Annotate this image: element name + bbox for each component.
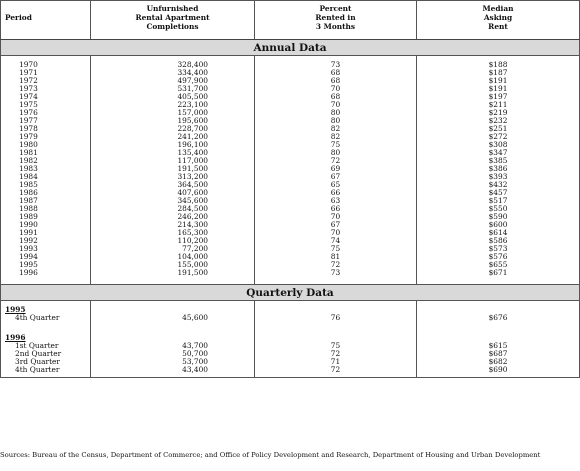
period-cell: 1972	[1, 77, 91, 85]
empty-cell	[91, 306, 255, 314]
annual-data-band	[1, 40, 580, 56]
completions-cell: 110,200	[91, 237, 255, 245]
median-rent-cell: $576	[488, 252, 508, 261]
median-rent-cell: $187	[488, 68, 508, 77]
period-cell: 1978	[1, 125, 91, 133]
percent-rented-cell: 80	[255, 109, 417, 117]
completions-cell: 228,700	[91, 125, 255, 133]
median-rent-cell: $272	[488, 132, 508, 141]
percent-rented-cell: 68	[255, 69, 417, 77]
completions-cell: 43,700	[91, 342, 255, 350]
period-cell: 1982	[1, 157, 91, 165]
period-cell: 1993	[1, 245, 91, 253]
period-cell: 1970	[1, 61, 91, 69]
header-completions: Unfurnished Rental Apartment Completions	[91, 1, 255, 40]
percent-rented-cell: 70	[255, 85, 417, 93]
median-rent-cell: $690	[488, 365, 508, 374]
spacer-row	[1, 374, 580, 378]
percent-rented-cell: 72	[255, 157, 417, 165]
period-cell: 1995	[1, 261, 91, 269]
percent-rented-cell: 63	[255, 197, 417, 205]
completions-cell: 407,600	[91, 189, 255, 197]
table-body	[1, 40, 580, 378]
percent-rented-cell: 71	[255, 358, 417, 366]
median-rent-cell: $676	[488, 313, 508, 322]
period-cell: 1973	[1, 85, 91, 93]
completions-cell: 313,200	[91, 173, 255, 181]
period-cell: 1991	[1, 229, 91, 237]
median-rent-cell: $211	[488, 100, 508, 109]
completions-cell: 117,000	[91, 157, 255, 165]
median-rent-cell: $219	[488, 108, 508, 117]
period-cell: 1976	[1, 109, 91, 117]
period-cell: 3rd Quarter	[1, 358, 91, 366]
table-row	[1, 314, 580, 322]
period-cell: 1983	[1, 165, 91, 173]
median-rent-cell: $586	[488, 236, 508, 245]
median-rent-cell: $550	[488, 204, 508, 213]
quarterly-data-band	[1, 285, 580, 301]
percent-rented-cell: 75	[255, 342, 417, 350]
percent-rented-cell: 68	[255, 93, 417, 101]
completions-cell: 155,000	[91, 261, 255, 269]
period-cell: 1977	[1, 117, 91, 125]
period-cell: 2nd Quarter	[1, 350, 91, 358]
sources-note: Sources: Bureau of the Census, Department of Commerce; and Office of Policy Development and Research, Department of Housing and Urban Development	[0, 451, 541, 459]
median-rent-cell: $393	[488, 172, 508, 181]
percent-rented-cell: 67	[255, 173, 417, 181]
completions-cell: 104,000	[91, 253, 255, 261]
percent-rented-cell: 70	[255, 101, 417, 109]
completions-cell: 334,400	[91, 69, 255, 77]
percent-rented-cell: 75	[255, 245, 417, 253]
header-period: Period	[1, 1, 91, 40]
percent-rented-cell: 82	[255, 125, 417, 133]
median-rent-cell: $188	[488, 60, 508, 69]
completions-cell: 364,500	[91, 181, 255, 189]
period-cell: 1996	[1, 269, 91, 277]
completions-cell: 196,100	[91, 141, 255, 149]
completions-cell: 284,500	[91, 205, 255, 213]
percent-rented-cell: 73	[255, 269, 417, 277]
median-rent-cell: $191	[488, 84, 508, 93]
period-cell: 1985	[1, 181, 91, 189]
percent-rented-cell: 80	[255, 149, 417, 157]
spacer-row	[1, 277, 580, 285]
median-rent-cell: $386	[488, 164, 508, 173]
period-cell: 1988	[1, 205, 91, 213]
header-median-rent: Median Asking Rent	[417, 1, 580, 40]
quarter-year-label: 1996	[1, 334, 91, 342]
percent-rented-cell: 82	[255, 133, 417, 141]
period-cell: 1987	[1, 197, 91, 205]
percent-rented-cell: 72	[255, 350, 417, 358]
completions-cell: 43,400	[91, 366, 255, 374]
period-cell: 1980	[1, 141, 91, 149]
header-percent-rented: Percent Rented in 3 Months	[255, 1, 417, 40]
median-rent-cell: $385	[488, 156, 508, 165]
percent-rented-cell: 70	[255, 229, 417, 237]
median-rent-cell: $600	[488, 220, 508, 229]
median-rent-cell: $457	[488, 188, 508, 197]
percent-rented-cell: 73	[255, 61, 417, 69]
median-rent-cell: $347	[488, 148, 508, 157]
median-rent-cell: $614	[488, 228, 508, 237]
empty-cell	[91, 334, 255, 342]
completions-cell: 77,200	[91, 245, 255, 253]
percent-rented-cell: 72	[255, 366, 417, 374]
percent-rented-cell: 74	[255, 237, 417, 245]
period-cell: 1990	[1, 221, 91, 229]
percent-rented-cell: 72	[255, 261, 417, 269]
percent-rented-cell: 69	[255, 165, 417, 173]
period-cell: 1979	[1, 133, 91, 141]
completions-cell: 246,200	[91, 213, 255, 221]
completions-cell: 405,500	[91, 93, 255, 101]
annual-data-label: Annual Data	[1, 40, 580, 56]
period-cell: 4th Quarter	[1, 314, 91, 322]
completions-cell: 195,600	[91, 117, 255, 125]
completions-cell: 241,200	[91, 133, 255, 141]
period-cell: 1974	[1, 93, 91, 101]
completions-cell: 50,700	[91, 350, 255, 358]
median-rent-cell: $655	[488, 260, 508, 269]
period-cell: 4th Quarter	[1, 366, 91, 374]
period-cell: 1994	[1, 253, 91, 261]
table-row	[1, 269, 580, 277]
median-rent-cell: $671	[488, 268, 508, 277]
completions-cell: 157,000	[91, 109, 255, 117]
median-rent-cell: $615	[488, 341, 508, 350]
quarterly-data-label: Quarterly Data	[1, 285, 580, 301]
quarter-year-label: 1995	[1, 306, 91, 314]
completions-cell: 214,300	[91, 221, 255, 229]
median-rent-cell: $308	[488, 140, 508, 149]
completions-cell: 345,600	[91, 197, 255, 205]
completions-cell: 45,600	[91, 314, 255, 322]
median-rent-cell: $232	[488, 116, 508, 125]
median-rent-cell: $517	[488, 196, 508, 205]
period-cell: 1981	[1, 149, 91, 157]
period-cell: 1989	[1, 213, 91, 221]
completions-cell: 135,400	[91, 149, 255, 157]
percent-rented-cell: 68	[255, 77, 417, 85]
period-cell: 1975	[1, 101, 91, 109]
completions-cell: 497,900	[91, 77, 255, 85]
median-rent-cell: $590	[488, 212, 508, 221]
period-cell: 1971	[1, 69, 91, 77]
percent-rented-cell: 80	[255, 117, 417, 125]
completions-cell: 223,100	[91, 101, 255, 109]
median-rent-cell: $687	[488, 349, 508, 358]
median-rent-cell: $197	[488, 92, 508, 101]
completions-cell: 531,700	[91, 85, 255, 93]
median-rent-cell: $432	[488, 180, 508, 189]
median-rent-cell: $682	[488, 357, 508, 366]
percent-rented-cell: 66	[255, 205, 417, 213]
median-rent-cell: $251	[488, 124, 508, 133]
period-cell: 1st Quarter	[1, 342, 91, 350]
percent-rented-cell: 76	[255, 314, 417, 322]
median-rent-cell: $191	[488, 76, 508, 85]
completions-cell: 191,500	[91, 165, 255, 173]
completions-cell: 191,500	[91, 269, 255, 277]
table-row	[1, 366, 580, 374]
spacer-row	[1, 322, 580, 334]
percent-rented-cell: 75	[255, 141, 417, 149]
median-rent-cell: $573	[488, 244, 508, 253]
period-cell: 1984	[1, 173, 91, 181]
completions-cell: 165,300	[91, 229, 255, 237]
percent-rented-cell: 65	[255, 181, 417, 189]
period-cell: 1986	[1, 189, 91, 197]
percent-rented-cell: 70	[255, 213, 417, 221]
percent-rented-cell: 81	[255, 253, 417, 261]
header-row	[1, 1, 580, 40]
percent-rented-cell: 66	[255, 189, 417, 197]
completions-cell: 53,700	[91, 358, 255, 366]
completions-cell: 328,400	[91, 61, 255, 69]
period-cell: 1992	[1, 237, 91, 245]
percent-rented-cell: 67	[255, 221, 417, 229]
